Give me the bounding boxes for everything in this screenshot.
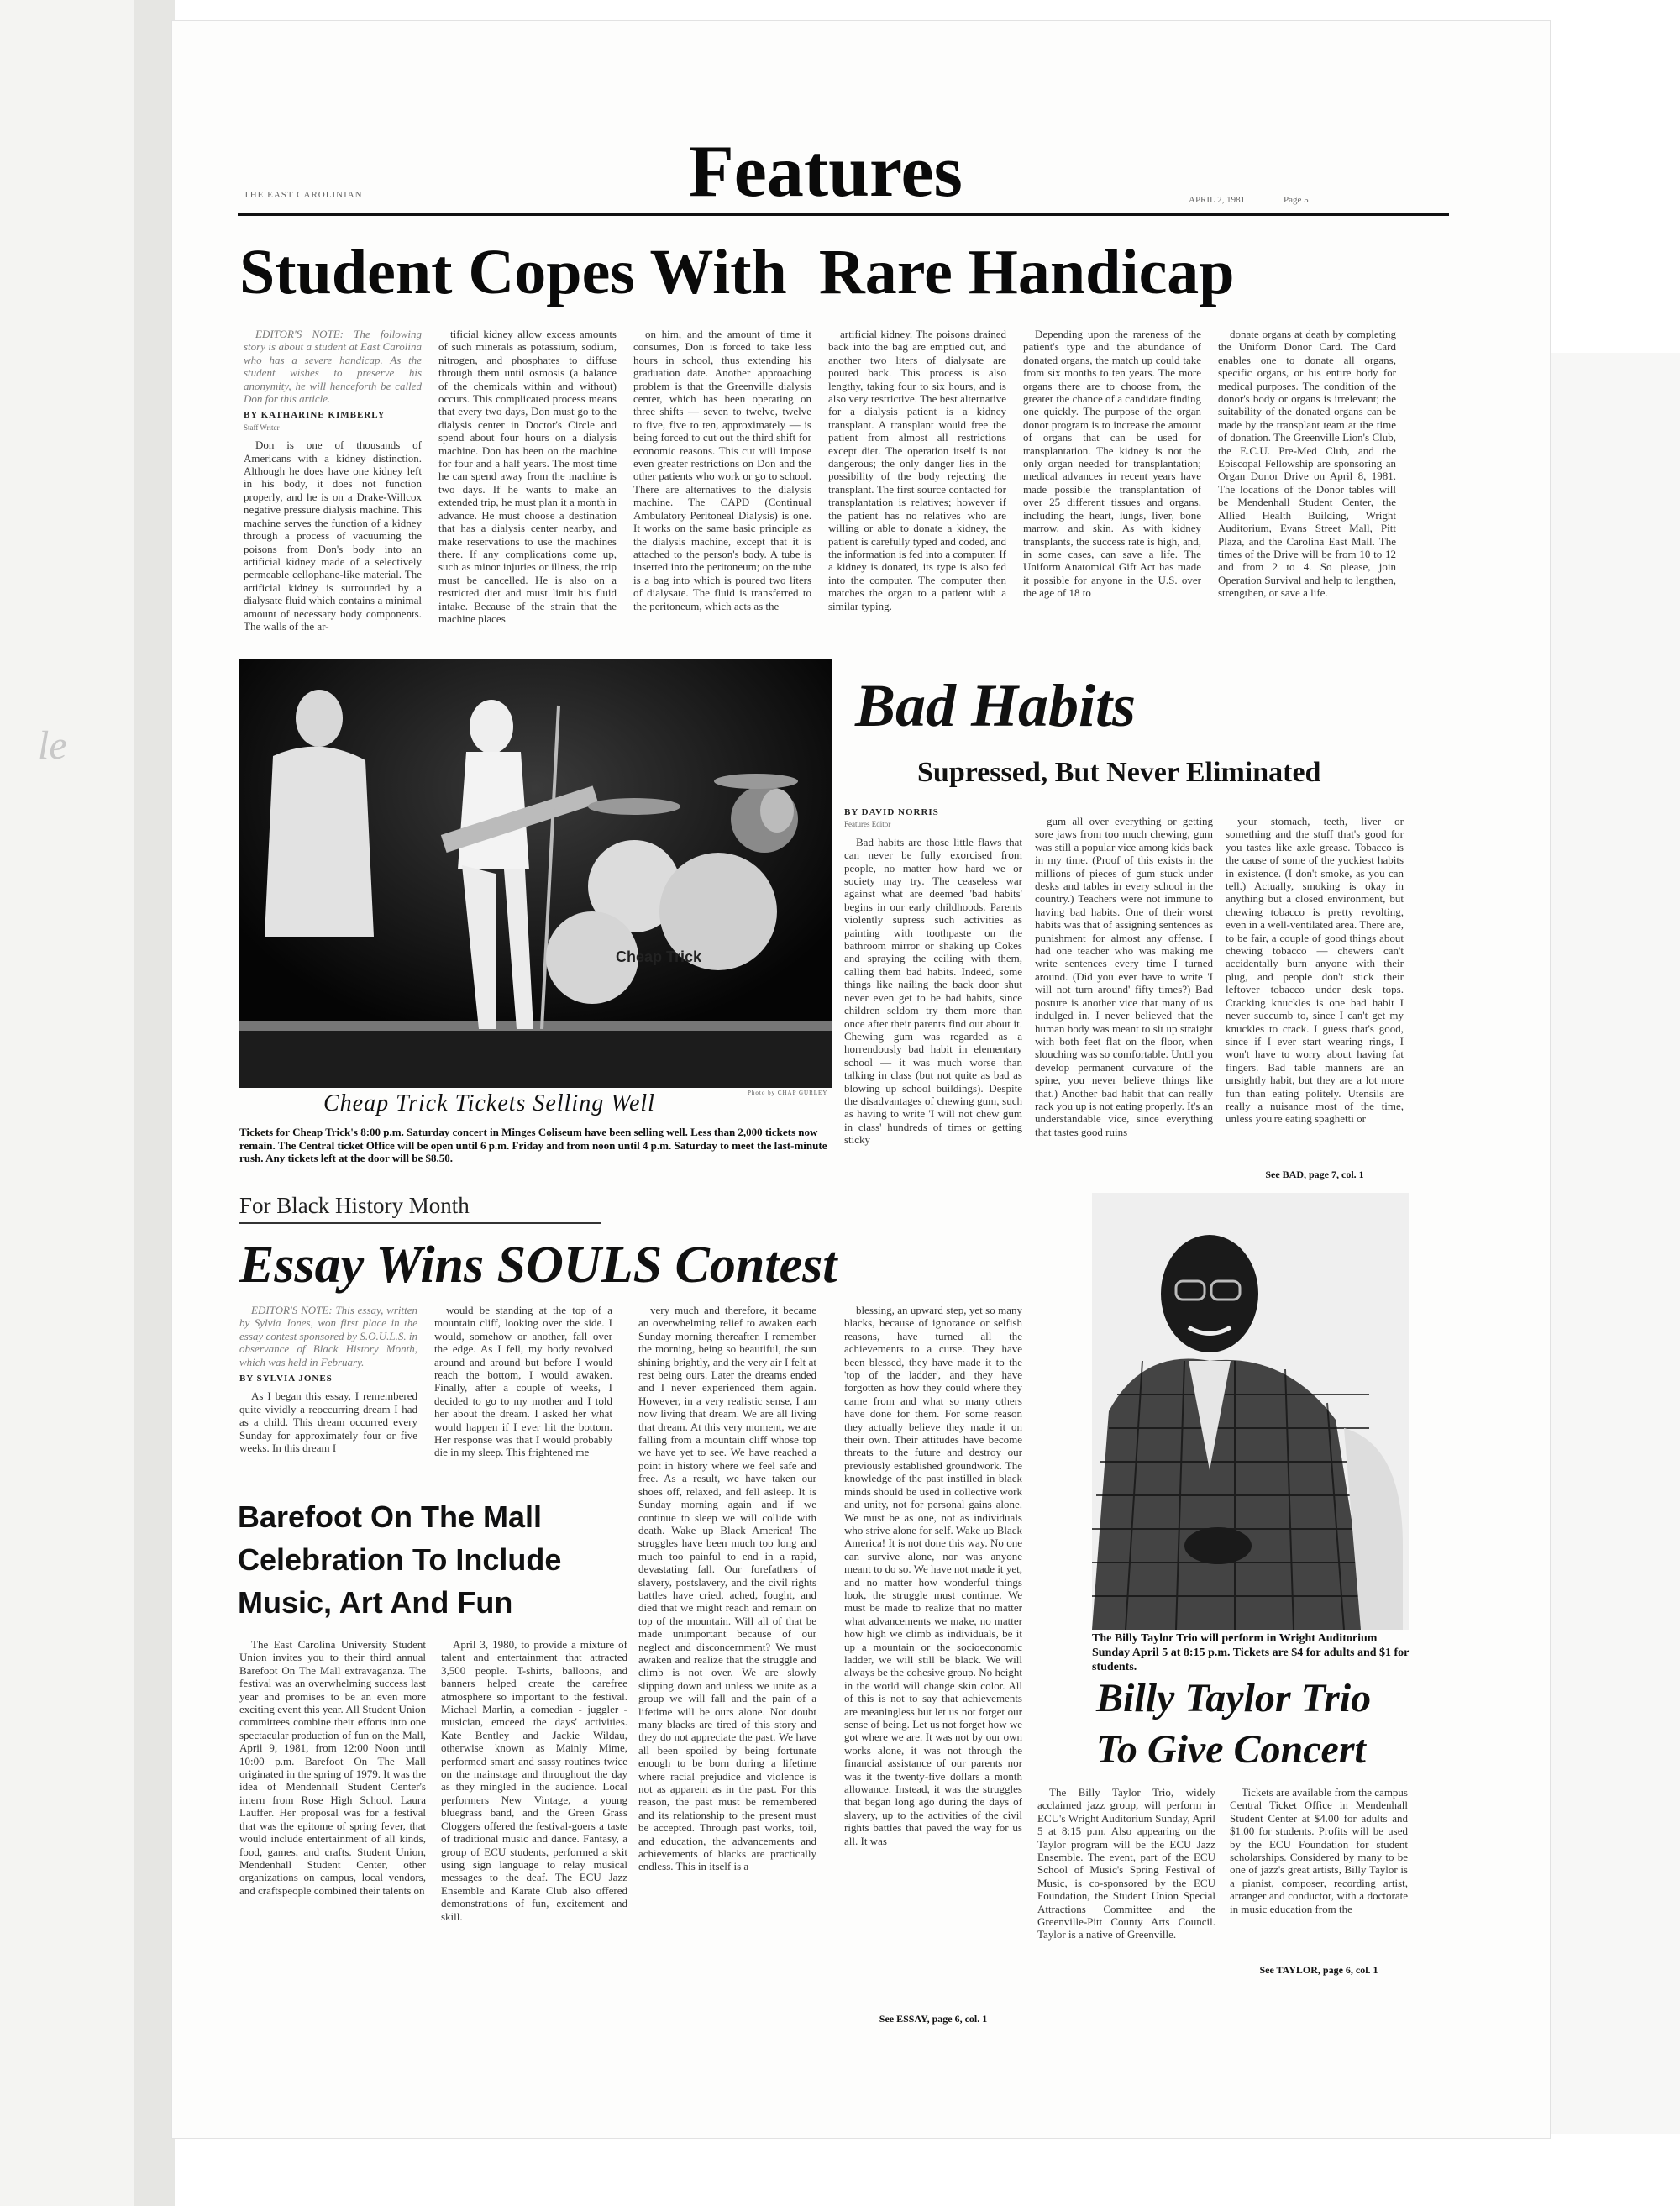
bad-habits-column-2 — [1035, 815, 1213, 1176]
handicap-body-1: Don is one of thousands of Americans with a kidney distinction. Although he does have one kidney left in his body, it does not function properly, and he is on a Drake-Willcox negative pressure dialysis machine. This machine serves the function of a kidney through a process of vacuuming the poisons from Don's body into an artificial kidney made of a selectively permeable cellophane-like material. The artificial kidney is surrounded by a dialysate fluid which contains a minimal amount of necessary body components. The walls of the ar- — [244, 439, 422, 633]
billy-taylor-body-1: The Billy Taylor Trio, widely acclaimed jazz group, will perform in ECU's Wright Auditorium Sunday, April 5 at 8:15 p.m. Also appearing on the Taylor program will be the ECU Jazz Ensemble. The event, part of the ECU School of Music's Spring Festival of Music, is co-sponsored by the ECU Foundation, the Student Union Special Attractions Committee and the Greenville-Pitt County Arts Council. Taylor is a native of Greenville. — [1037, 1786, 1215, 1941]
bleed-through-fragment: le — [38, 723, 67, 768]
handicap-byline-role: Staff Writer — [244, 423, 280, 432]
barefoot-headline-line-2: Celebration To Include — [238, 1542, 562, 1577]
billy-taylor-body-2: Tickets are available from the campus Central Ticket Office in Mendenhall Student Center at $4.00 for adults and $1.00 for students. Profits will be used by the ECU Foundation for student scholarships. Considered by many to be one of jazz's great artists, Billy Taylor is a pianist, composer, recording artist, arranger and conductor, with a doctorate in music education from the — [1230, 1786, 1408, 1915]
concert-photo — [239, 659, 832, 1088]
souls-body-3: very much and therefore, it became an overwhelming relief to awaken each Sunday morning thereafter. I remember the morning, being so beautiful, the sun shining brightly, and the very air I felt at rest being ours. Later the dreams ended and I never experienced them again. However, in a very realistic sense, I am now living that dream. We are all living that dream. At this very moment, we are falling from a mountain cliff whose top we have yet to see. We have reached a point in history where we feel safe and free. As a result, we have taken our shoes off, relaxed, and fell asleep. It is Sunday morning again and if we continue to sleep we will collide with death. Wake up Black America! The struggles have been much too long and much too painful to end in a rapid, devastating fall. Our forefathers of slavery, postslavery, and the civil rights battles have cried, ached, fought, and died that we might reach and remain on top of the mountain. Will all of that be made unimportant because of our neglect and disconcernment? We must awaken and realize that the struggle and climb is not over. We are slowly slipping down and unless we unite as a group we will fall and the pain of a lifetime will be ours alone. Not doubt many blacks are tired of this story and they do not appreciate the past. We have all been spoiled by being fortunate enough to be born during a lifetime where racial prejudice and violence is not as apparent as in the past. For this reason, the past must be remembered and its relationship to the present must be accepted. Through past works, toil, and education, the advancements and achievements of blacks are practically endless. This in itself is a — [638, 1304, 816, 1873]
bad-habits-column-3 — [1226, 815, 1404, 1163]
barefoot-body-2: April 3, 1980, to provide a mixture of talent and entertainment that attracted 3,500 people. T-shirts, balloons, and banners helped create the carefree atmosphere so important to the festival. Michael Marlin, a comedian - juggler - musician, emceed the days' activities. Kate Bentley and Jackie Wildau, otherwise known as Mainly Mime, performed smart and sassy routines twice on the mainstage and throughout the day as they mingled in the audience. Local performers New Vintage, a young bluegrass band, and the Green Grass Cloggers offered the festival-goers a taste of traditional music and dance. Fantasy, a group of ECU students, performed a skit using sign language to relay musical messages to the deaf. The ECU Jazz Ensemble and Karate Club also offered demonstrations of fun, excitement and skill. — [441, 1638, 627, 1923]
handicap-body-4: artificial kidney. The poisons drained back into the bag are emptied out, and another two liters of dialysate are poured back. This process is also lengthy, taking four to six hours, and is also very restrictive. The best alternative for a dialysis patient is a kidney transplant. A transplant would free the patient from almost all restrictions except diet. The operation itself is not dangerous; the only danger lies in the possibility of the body rejecting the transplant. The first source contacted for transplantation is relatives; however if the patient has no relatives who are willing or able to donate a kidney, the patient is carefully typed and coded, and the information is fed into a computer. If a kidney is donated, its type is also fed into the computer. The computer then matches the organ to a patient with a similar typing. — [828, 328, 1006, 612]
handicap-body-6: donate organs at death by completing the Uniform Donor Card. The Card enables one to donate all organs, specific organs, or his entire body for medical purposes. The condition of the donor's body or organs is irrelevant; the suitability of the donated organs can be made by the transplant team at the time of donation. The Greenville Lion's Club, the E.C.U. Pre-Med Club, and the Episcopal Fellowship are sponsoring an Organ Donor Drive on April 8, 1981. The locations of the Donor tables will be Mendenhall Student Center, the Allied Health Building, Wright Auditorium, Evans Street Mall, Pitt Plaza, and the Carolina East Mall. The times of the Drive will be from 10 to 12 and from 2 to 4. So please, join Operation Survival and help to lengthen, strengthen, or save a life. — [1218, 328, 1396, 600]
handicap-column-2 — [438, 328, 617, 647]
billy-taylor-portrait — [1092, 1193, 1409, 1630]
billy-taylor-caption: The Billy Taylor Trio will perform in Wright Auditorium Sunday April 5 at 8:15 p.m. Tickets are $4 for adults and $1 for students. — [1092, 1632, 1410, 1673]
bad-habits-column-1 — [844, 806, 1022, 1176]
billy-taylor-headline-line-1: Billy Taylor Trio — [1096, 1676, 1372, 1720]
cheap-trick-headline: Cheap Trick Tickets Selling Well — [323, 1090, 655, 1116]
handicap-column-6 — [1218, 328, 1396, 647]
underlying-sheet — [1550, 353, 1680, 2134]
handicap-column-5 — [1023, 328, 1201, 647]
souls-kicker: For Black History Month — [239, 1193, 470, 1218]
cheap-trick-body: Tickets for Cheap Trick's 8:00 p.m. Saturday concert in Minges Coliseum have been selling well. Less than 2,000 tickets now remain. The Central ticket Office will be open until 6 p.m. Friday and from noon until 4 p.m. Saturday to meet the last-minute rush. Any tickets left at the door will be $8.50. — [239, 1126, 827, 1164]
handicap-headline: Student Copes With Rare Handicap — [239, 237, 1235, 307]
issue-date: APRIL 2, 1981 — [1189, 195, 1246, 205]
souls-continued: See ESSAY, page 6, col. 1 — [879, 2013, 988, 2025]
barefoot-body-1: The East Carolina University Student Union invites you to their third annual Barefoot On The Mall extravaganza. The festival was an overwhelming success last year and promises to be an even more exciting event this year. All Student Union committees combine their efforts into one spectacular production of fun on the Mall, April 9, 1981, from 12:00 Noon until 10:00 p.m. Barefoot On The Mall originated in the spring of 1979. It was the idea of Mendenhall Student Center's intern from Rose High School, Laura Lauffer. Her proposal was for a festival that was the epitome of spring fever, that would include entertainment of all kinds, food, games, and crafts. Student Union, Mendenhall Student Center, other organizations on campus, local vendors, and craftspeople combined their talents on — [239, 1638, 426, 1897]
billy-taylor-column-1 — [1037, 1786, 1215, 2038]
souls-editors-note: EDITOR'S NOTE: This essay, written by Sylvia Jones, won first place in the essay contest sponsored by S.O.U.L.S. in observance of Black History Month, which was held in February. — [239, 1304, 417, 1368]
souls-column-2 — [434, 1304, 612, 1489]
bad-habits-byline: BY DAVID NORRIS — [844, 807, 939, 817]
page-number: Page 5 — [1284, 195, 1309, 205]
barefoot-column-2 — [441, 1638, 627, 2050]
souls-headline: Essay Wins SOULS Contest — [239, 1237, 837, 1294]
handicap-body-2: tificial kidney allow excess amounts of such minerals as potassium, sodium, nitrogen, and phosphates to diffuse through them until osmosis (a balance of the chemicals within and without) occurs. This complicated process means that every two days, Don must go to the dialysis center in Doctor's Circle and spend about four hours on a dialysis machine. Don has been on the machine for four and a half years. The most time he can spend away from the machine is two days. If he wants to make an extended trip, he must plan it a month in advance. He must choose a destination that has a dialysis center nearby, and make reservations to use the machines there. If any complications come up, such as minor injuries or illness, the trip must be cancelled. He is also on a restricted diet and must limit his fluid intake. Because of the strain that the machine places — [438, 328, 617, 625]
handicap-body-3: on him, and the amount of time it consumes, Don is forced to take less hours in school, thus extending his graduation date. Another approaching problem is that the Greenville dialysis center, which has been operating on three shifts — seven to twelve, twelve to five, five to ten, approximately — is being forced to cut out the third shift for economic reasons. This cut will impose even greater restrictions on Don and the other patients who work or go to school. There are alternatives to the dialysis machine. The CAPD (Continual Ambulatory Peritoneal Dialysis) is one. It works on the same basic principle as the dialysis machine, except that it is attached to the person's body. A tube is inserted into the peritoneum; on the tube is a bag into which is poured two liters of dialysate. The fluid is transferred to the peritoneum, which acts as the — [633, 328, 811, 612]
barefoot-headline-line-1: Barefoot On The Mall — [238, 1500, 543, 1534]
souls-body-4: blessing, an upward step, yet so many blacks, because of ignorance or selfish reasons, have turned all the achievements to a curse. They have been blessed, they have made it to the 'top of the ladder', and they have forgotten as how they could where they came from and what so many others have done for them. For some reason they actually believe they made it on their own. Their attitudes have become threats to the future and destroy our previously established groundwork. The knowledge of the past instilled in black minds should be used in collective work and unity, not for personal gains alone. We must be as one, not as individuals who strive alone for self. Wake up Black America! It is not done this way. No one can survive alone, nor was anyone meant to do so. We have not made it yet, and no matter how wonderful things look, the struggle must continue. We must be made to realize that no matter what advancements we make, no matter how high we climb as individuals, be it up a mountain or the socioeconomic ladder, we will still be black. We will always be the cohesive group. No height in the world will change skin color. All of this is not to say that achievements are meaningless but let us not forget our sense of being. Let us not forget how we got where we are. It was not by our own works alone, it was not through the financial assistance of our parents nor was it the twenty-five dollars a month allowance. Instead, it was the struggles that began long ago during the days of slavery, up to the activities of the civil rights battles that paved the way for us all. It was — [844, 1304, 1022, 1847]
bad-habits-body-3: your stomach, teeth, liver or something and the stuff that's good for you tastes like axle grease. Tobacco is the cause of some of the yuckiest habits in existence. (I don't smoke, as you can tell.) Actually, smoking is okay in anything but a closed environment, but chewing tobacco is pretty revolting, even in a well-ventilated area. There are, to be fair, a couple of good things about chewing tobacco — chewers can't accidentally burn anyone with their plug, and people don't stick their leftover tobacco under desk tops. Cracking knuckles is one bad habit I never succumb to, since I can't get my knuckles to crack. I guess that's good, since if I ever start wearing rings, I won't have to worry about having fat fingers. Bad table manners are an unsightly habit, but they are a lot more fun than eating politely. Utensils are really a nuisance most of the time, unless you're eating spaghetti or — [1226, 815, 1404, 1126]
handicap-column-4 — [828, 328, 1006, 647]
paper-name: THE EAST CAROLINIAN — [244, 190, 363, 200]
bad-habits-body-2: gum all over everything or getting sore jaws from too much chewing, gum was still a popular vice among kids back in my time. (Proof of this exists in the millions of pieces of gum stuck under desks and tables in every school in the country.) Teachers were not immune to having bad habits. One of their worst habits was that of assigning sentences as punishment for almost any offense. I had one teacher who was making me write sentences every time I turned around. (Did you ever have to write 'I will not turn around' fifty times?) Bad posture is another vice that many of us indulged in. I never believed that the human body was meant to sit up straight with both feet flat on the floor, when slouching was so comfortable. Until you develop permanent curvature of the spine, you never believe things like that.) Another bad habit that can really rack you up is not eating properly. It's an understandable vice, since everything that tastes good ruins — [1035, 815, 1213, 1138]
souls-column-3 — [638, 1304, 816, 2018]
billy-taylor-photo — [1092, 1193, 1409, 1630]
handicap-column-3 — [633, 328, 811, 647]
bad-habits-continued: See BAD, page 7, col. 1 — [1265, 1169, 1364, 1180]
bad-habits-subhead: Supressed, But Never Eliminated — [917, 757, 1321, 788]
souls-body-2: would be standing at the top of a mountain cliff, looking over the side. I would, somehow or another, fall over the edge. As I fell, my body revolved around and around but before I would reach the bottom, I would awaken. Finally, after a couple of weeks, I decided to go to my mother and I told her about the dream. I asked her what would happen if I ever hit the bottom. Her response was that I would probably die in my sleep. This frightened me — [434, 1304, 612, 1459]
barefoot-column-1 — [239, 1638, 426, 2050]
photo-credit: Photo by CHAP GURLEY — [748, 1090, 828, 1096]
bad-habits-byline-role: Features Editor — [844, 820, 891, 829]
drum-logo-text: Cheap Trick — [616, 948, 702, 965]
souls-column-1 — [239, 1304, 417, 1489]
section-title: Features — [689, 131, 963, 213]
billy-taylor-column-2 — [1230, 1786, 1408, 1958]
handicap-column-1 — [244, 328, 422, 647]
billy-taylor-continued: See TAYLOR, page 6, col. 1 — [1259, 1964, 1378, 1976]
barefoot-headline-line-3: Music, Art And Fun — [238, 1585, 513, 1620]
souls-body-1: As I began this essay, I remembered quite vividly a reoccurring dream I had as a child. This dream occurred every Sunday for approximately four or five weeks. In this dream I — [239, 1389, 417, 1455]
kicker-rule — [239, 1222, 601, 1224]
billy-taylor-headline-line-2: To Give Concert — [1096, 1727, 1366, 1772]
bad-habits-headline: Bad Habits — [855, 672, 1137, 739]
bad-habits-body-1: Bad habits are those little flaws that can never be fully exorcised from people, no matter how hard we or society may try. The ceaseless war against what are deemed 'bad habits' begins in our early childhoods. Parents violently supress such activities as painting with toothpaste on the bathroom mirror or shaking up Cokes and spraying the ceiling with them, calling them bad habits. Indeed, some things like nailing the back door shut never even get to be bad habits, since children seldom try them more than once after their parents find out about it. Chewing gum was regarded as a horrendously bad habit in elementary school — it was much worse than talking in class (but not quite as bad as blowing up school buildings). Despite the disadvantages of chewing gum, such as having to write 'I will not chew gum in class' hundreds of times or getting sticky — [844, 835, 1022, 1147]
souls-column-4 — [844, 1304, 1022, 2001]
handicap-editors-note: EDITOR'S NOTE: The following story is about a student at East Carolina who has a severe handicap. As the student wishes to preserve his anonymity, he will henceforth be called Don for this article. — [244, 328, 422, 406]
masthead-rule — [238, 213, 1449, 216]
adjacent-page-edge — [134, 0, 175, 2206]
handicap-body-5: Depending upon the rareness of the patient's type and the abundance of donated organs, the match up could take from six months to ten years. The more organs there are to choose from, the greater the chance of a candidate finding one quickly. The purpose of the organ donor program is to increase the amount of organs that can be used for transplantation. The kidney is not the only organ needed for transplantation; medical advances in recent years have made possible the transplantation of over 25 different tissues and organs, including the heart, lungs, liver, bone marrow, and skin. As with kidney transplants, the success rate is high, and, in some cases, can save a life. The Uniform Anatomical Gift Act has made it possible for anyone in the U.S. over the age of 18 to — [1023, 328, 1201, 600]
souls-byline: BY SYLVIA JONES — [239, 1373, 333, 1384]
handicap-byline: BY KATHARINE KIMBERLY — [244, 410, 386, 421]
concert-photo-illustration — [239, 659, 832, 1088]
